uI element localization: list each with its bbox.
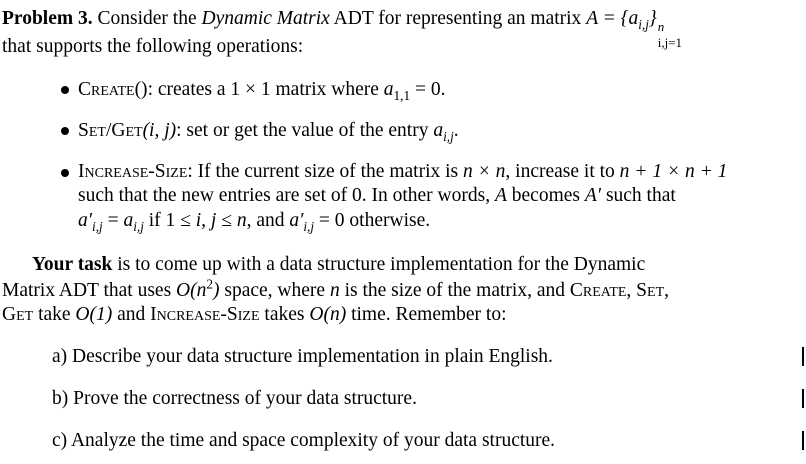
op-increase-name: Increase-Size	[78, 161, 188, 182]
operation-setget: Set/Get(i, j): set or get the value of the entry $a_{i,j}$.	[78, 120, 459, 144]
item-text: Prove the correctness of your data structure.	[73, 388, 417, 409]
item-label: a)	[52, 346, 68, 367]
item-text: Analyze the time and space complexity of your data structure.	[70, 430, 556, 451]
adt-name: Dynamic Matrix	[201, 8, 330, 29]
problem-label: Problem 3.	[2, 8, 93, 29]
task-line3: Get take O(1) and Increase-Size takes O(n) time. Remember to:	[2, 304, 507, 325]
task-lead: Your task	[32, 254, 113, 275]
change-bar	[802, 389, 804, 408]
operation-increase-line1: Increase-Size: If the current size of the matrix is n × n, increase it to n + 1 × n + 1	[78, 161, 728, 182]
bullet-dot	[61, 127, 69, 135]
list-item	[52, 344, 553, 370]
item-text: Describe your data structure implementation in plain English.	[72, 346, 553, 367]
intro-text2: ADT for representing an matrix	[333, 8, 582, 29]
bullet-dot	[61, 169, 69, 177]
list-item	[52, 386, 417, 412]
task-line1: Your task is to come up with a data structure implementation for the Dynamic	[32, 254, 646, 275]
operation-increase-line3: $a'_{i,j} = a_{i,j}$ if 1 ≤ i, j ≤ n, and $a'_{i,j} = 0$ otherwise.	[78, 210, 431, 234]
intro-text: Consider the	[97, 8, 197, 29]
matrix-expr: $A = \{a_{i,j}\}$ n i,j=1	[586, 8, 683, 50]
item-label: b)	[52, 388, 69, 409]
op-set-name: Set	[78, 120, 106, 141]
op-get-name: Get	[111, 120, 143, 141]
problem-intro-line2: that supports the following operations:	[2, 36, 304, 57]
op-create-name: Create	[78, 79, 135, 100]
bullet-dot	[61, 86, 69, 94]
change-bar	[802, 431, 804, 450]
task-line2: Matrix ADT that uses $O(n^2)$ space, where n is the size of the matrix, and Create, Set,	[2, 276, 669, 301]
change-bar	[802, 347, 804, 366]
item-label: c)	[52, 430, 68, 451]
operation-increase-line2: such that the new entries are set of 0. In other words, A becomes A′ such that	[78, 185, 676, 206]
operation-create: Create(): creates a 1 × 1 matrix where $a_{1,1} = 0$.	[78, 79, 446, 103]
list-item	[52, 428, 555, 454]
